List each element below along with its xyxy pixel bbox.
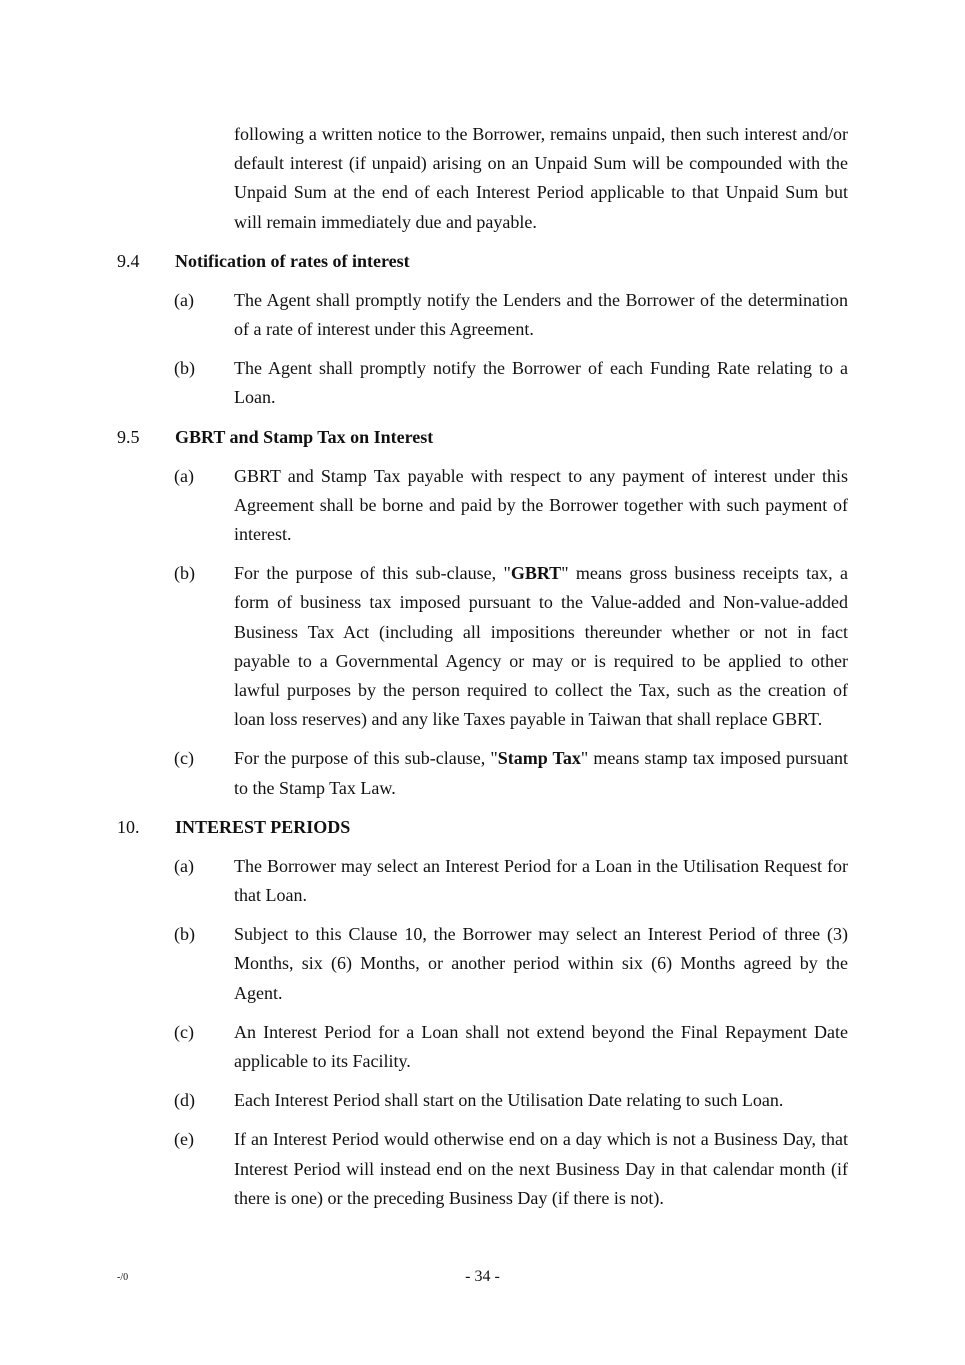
item-text-post: " means gross business receipts tax, a form of business tax imposed pursuant to the Value-added and Non-value-added Business Tax Act (including all impositions thereunder whether or not in fact payable to a Governmental Agency or may or is required to be applied to other lawful purposes by the person required to collect the Tax, such as the creation of loan loss reserves) and any like Taxes payable in Taiwan that shall replace GBRT. — [234, 563, 848, 730]
item-text: The Agent shall promptly notify the Borrower of each Funding Rate relating to a Loan. — [234, 358, 848, 408]
item-text: Subject to this Clause 10, the Borrower may select an Interest Period of three (3) Months, six (6) Months, or another period within six (6) Months agreed by the Agent. — [234, 924, 848, 1003]
item-label: (a) — [174, 289, 194, 310]
clause-9-4-heading — [0, 247, 965, 276]
item-text: Each Interest Period shall start on the Utilisation Date relating to such Loan. — [234, 1090, 784, 1111]
clause-number: 9.4 — [117, 250, 140, 271]
clause-9-5-c — [174, 744, 848, 802]
footer-reference: -/0 — [117, 1272, 129, 1283]
clause-9-4-b — [174, 354, 848, 412]
clause-9-5-heading — [0, 423, 965, 452]
item-label: (b) — [174, 358, 195, 379]
continuation-paragraph: following a written notice to the Borrower, remains unpaid, then such interest and/or default interest (if unpaid) arising on an Unpaid Sum will be compounded with the Unpaid Sum at the end of each Interest Period applicable to that Unpaid Sum but will remain immediately due and payable. — [234, 124, 848, 232]
item-label: (d) — [174, 1090, 195, 1111]
item-text-pre: For the purpose of this sub-clause, " — [234, 748, 498, 769]
clause-number: 10. — [117, 816, 140, 837]
clause-9-5-b — [174, 559, 848, 734]
clause-10-d — [174, 1086, 848, 1115]
item-label: (e) — [174, 1129, 194, 1150]
item-text: An Interest Period for a Loan shall not extend beyond the Final Repayment Date applicable to its Facility. — [234, 1021, 848, 1072]
item-label: (c) — [174, 748, 194, 769]
item-text-post: " means stamp tax imposed pursuant to the Stamp Tax Law. — [234, 748, 848, 798]
clause-title: GBRT and Stamp Tax on Interest — [175, 426, 434, 447]
page-number: - 34 - — [465, 1268, 500, 1285]
defined-term: Stamp Tax — [497, 748, 581, 769]
item-label: (b) — [174, 924, 195, 945]
clause-title: Notification of rates of interest — [175, 250, 410, 271]
item-label: (b) — [174, 563, 195, 584]
item-label: (a) — [174, 465, 194, 486]
clause-10-e — [174, 1125, 848, 1213]
clause-10-a — [174, 852, 848, 910]
clause-10-heading — [0, 813, 965, 842]
item-text-pre: For the purpose of this sub-clause, " — [234, 563, 511, 584]
clause-10-c — [174, 1018, 848, 1076]
item-text: The Borrower may select an Interest Period for a Loan in the Utilisation Request for that Loan. — [234, 855, 848, 906]
item-text: GBRT and Stamp Tax payable with respect to any payment of interest under this Agreement shall be borne and paid by the Borrower together with such payment of interest. — [234, 465, 848, 545]
clause-number: 9.5 — [117, 426, 140, 447]
item-text: The Agent shall promptly notify the Lenders and the Borrower of the determination of a rate of interest under this Agreement. — [234, 289, 848, 340]
clause-9-4-a — [174, 286, 848, 344]
defined-term: GBRT — [510, 563, 562, 584]
item-label: (c) — [174, 1021, 194, 1042]
clause-title: INTEREST PERIODS — [175, 816, 351, 837]
clause-9-5-a — [174, 462, 848, 550]
page-content — [0, 120, 965, 1223]
clause-10-b — [174, 920, 848, 1008]
item-text: If an Interest Period would otherwise end on a day which is not a Business Day, that Interest Period will instead end on the next Business Day in that calendar month (if there is one) or the preceding Business Day (if there is not). — [234, 1129, 848, 1208]
item-label: (a) — [174, 855, 194, 876]
